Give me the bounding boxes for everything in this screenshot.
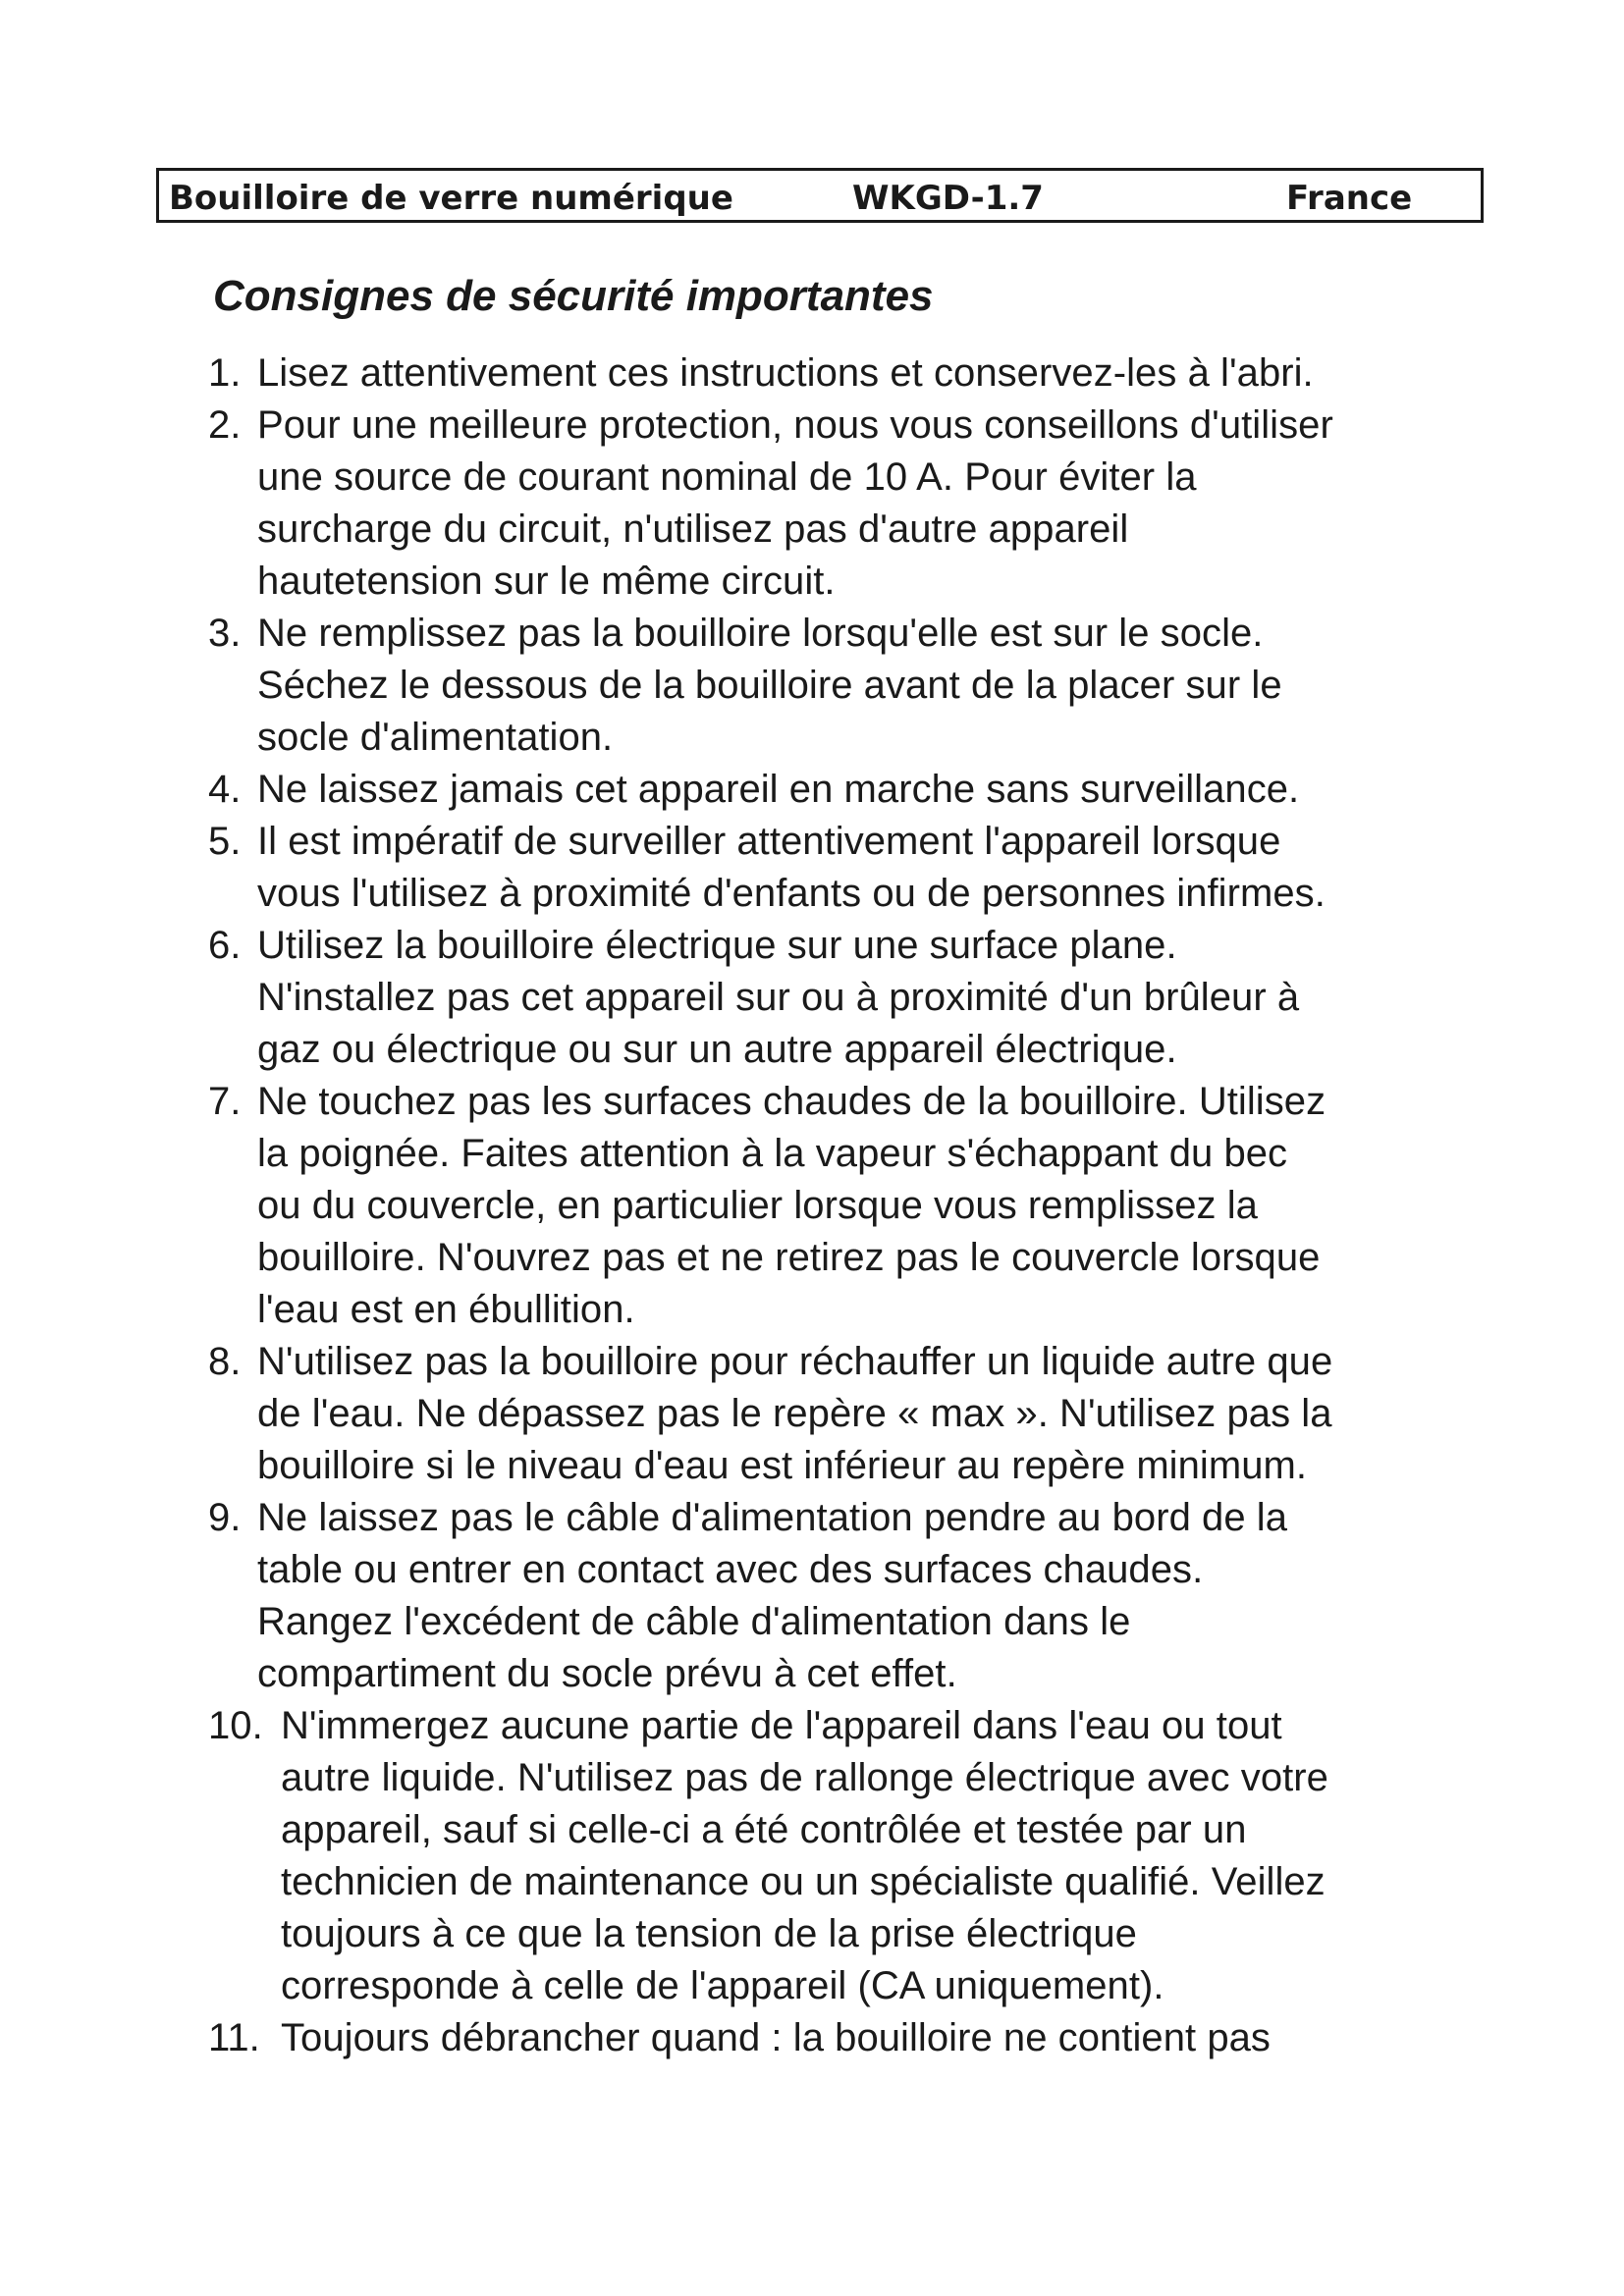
instruction-number: 2. xyxy=(208,403,242,447)
instruction-number: 7. xyxy=(208,1080,242,1123)
instruction-text-line: socle d'alimentation. xyxy=(257,716,614,759)
instruction-text-line: N'installez pas cet appareil sur ou à proximité d'un brûleur à xyxy=(257,976,1300,1019)
product-name: Bouilloire de verre numérique xyxy=(169,179,733,218)
instruction-item xyxy=(208,1700,1504,2012)
instruction-text-line: technicien de maintenance ou un spécialiste qualifié. Veillez xyxy=(281,1860,1326,1903)
instruction-text-line: table ou entrer en contact avec des surfaces chaudes. xyxy=(257,1548,1204,1591)
instruction-text-line: Il est impératif de surveiller attentivement l'appareil lorsque xyxy=(257,820,1281,863)
instruction-item xyxy=(208,2012,1504,2064)
instruction-text-line: Toujours débrancher quand : la bouilloire ne contient pas xyxy=(281,2016,1271,2059)
safety-instructions-list xyxy=(208,347,1504,2064)
instruction-text-line: toujours à ce que la tension de la prise électrique xyxy=(281,1912,1137,1955)
instruction-text-line: N'immergez aucune partie de l'appareil dans l'eau ou tout xyxy=(281,1704,1282,1747)
instruction-number: 3. xyxy=(208,612,242,655)
instruction-item xyxy=(208,764,1504,816)
instruction-text-line: Pour une meilleure protection, nous vous conseillons d'utiliser xyxy=(257,403,1333,447)
instruction-item xyxy=(208,400,1504,608)
instruction-text-line: Ne remplissez pas la bouilloire lorsqu'elle est sur le socle. xyxy=(257,612,1264,655)
instruction-number: 9. xyxy=(208,1496,242,1539)
section-title: Consignes de sécurité importantes xyxy=(213,272,934,320)
instruction-text-line: bouilloire si le niveau d'eau est inférieur au repère minimum. xyxy=(257,1444,1308,1487)
instruction-item xyxy=(208,1076,1504,1336)
instruction-text-line: la poignée. Faites attention à la vapeur s'échappant du bec xyxy=(257,1132,1288,1175)
instruction-item xyxy=(208,1336,1504,1492)
instruction-number: 5. xyxy=(208,820,242,863)
instruction-text-line: N'utilisez pas la bouilloire pour réchauffer un liquide autre que xyxy=(257,1340,1333,1383)
instruction-text-line: autre liquide. N'utilisez pas de rallonge électrique avec votre xyxy=(281,1756,1328,1799)
instruction-text-line: appareil, sauf si celle-ci a été contrôlée et testée par un xyxy=(281,1808,1247,1851)
instruction-text-line: Ne touchez pas les surfaces chaudes de la bouilloire. Utilisez xyxy=(257,1080,1326,1123)
instruction-text-line: Ne laissez jamais cet appareil en marche sans surveillance. xyxy=(257,768,1300,811)
instruction-text-line: l'eau est en ébullition. xyxy=(257,1288,635,1331)
country-label: France xyxy=(1286,179,1413,218)
instruction-text-line: vous l'utilisez à proximité d'enfants ou de personnes infirmes. xyxy=(257,872,1326,915)
instruction-number: 11. xyxy=(208,2016,260,2059)
instruction-text-line: ou du couvercle, en particulier lorsque vous remplissez la xyxy=(257,1184,1258,1227)
instruction-text-line: Rangez l'excédent de câble d'alimentation dans le xyxy=(257,1600,1131,1643)
instruction-text-line: surcharge du circuit, n'utilisez pas d'autre appareil xyxy=(257,507,1129,551)
instruction-text-line: Lisez attentivement ces instructions et conservez-les à l'abri. xyxy=(257,351,1314,395)
model-number: WKGD-1.7 xyxy=(852,179,1044,218)
instruction-text-line: Séchez le dessous de la bouilloire avant de la placer sur le xyxy=(257,664,1282,707)
instruction-text-line: de l'eau. Ne dépassez pas le repère « max ». N'utilisez pas la xyxy=(257,1392,1332,1435)
instruction-number: 8. xyxy=(208,1340,242,1383)
instruction-item xyxy=(208,920,1504,1076)
instruction-text-line: hautetension sur le même circuit. xyxy=(257,560,836,603)
instruction-number: 6. xyxy=(208,924,242,967)
instruction-text-line: Ne laissez pas le câble d'alimentation pendre au bord de la xyxy=(257,1496,1288,1539)
instruction-text-line: Utilisez la bouilloire électrique sur une surface plane. xyxy=(257,924,1177,967)
instruction-text-line: compartiment du socle prévu à cet effet. xyxy=(257,1652,957,1695)
instruction-number: 1. xyxy=(208,351,242,395)
instruction-text-line: corresponde à celle de l'appareil (CA uniquement). xyxy=(281,1964,1164,2007)
instruction-text-line: une source de courant nominal de 10 A. Pour éviter la xyxy=(257,455,1197,499)
instruction-text-line: bouilloire. N'ouvrez pas et ne retirez pas le couvercle lorsque xyxy=(257,1236,1321,1279)
instruction-item xyxy=(208,347,1504,400)
instruction-text-line: gaz ou électrique ou sur un autre appareil électrique. xyxy=(257,1028,1177,1071)
instruction-item xyxy=(208,816,1504,920)
document-header xyxy=(156,168,1484,223)
instruction-item xyxy=(208,608,1504,764)
instruction-number: 4. xyxy=(208,768,242,811)
instruction-item xyxy=(208,1492,1504,1700)
instruction-number: 10. xyxy=(208,1704,263,1747)
